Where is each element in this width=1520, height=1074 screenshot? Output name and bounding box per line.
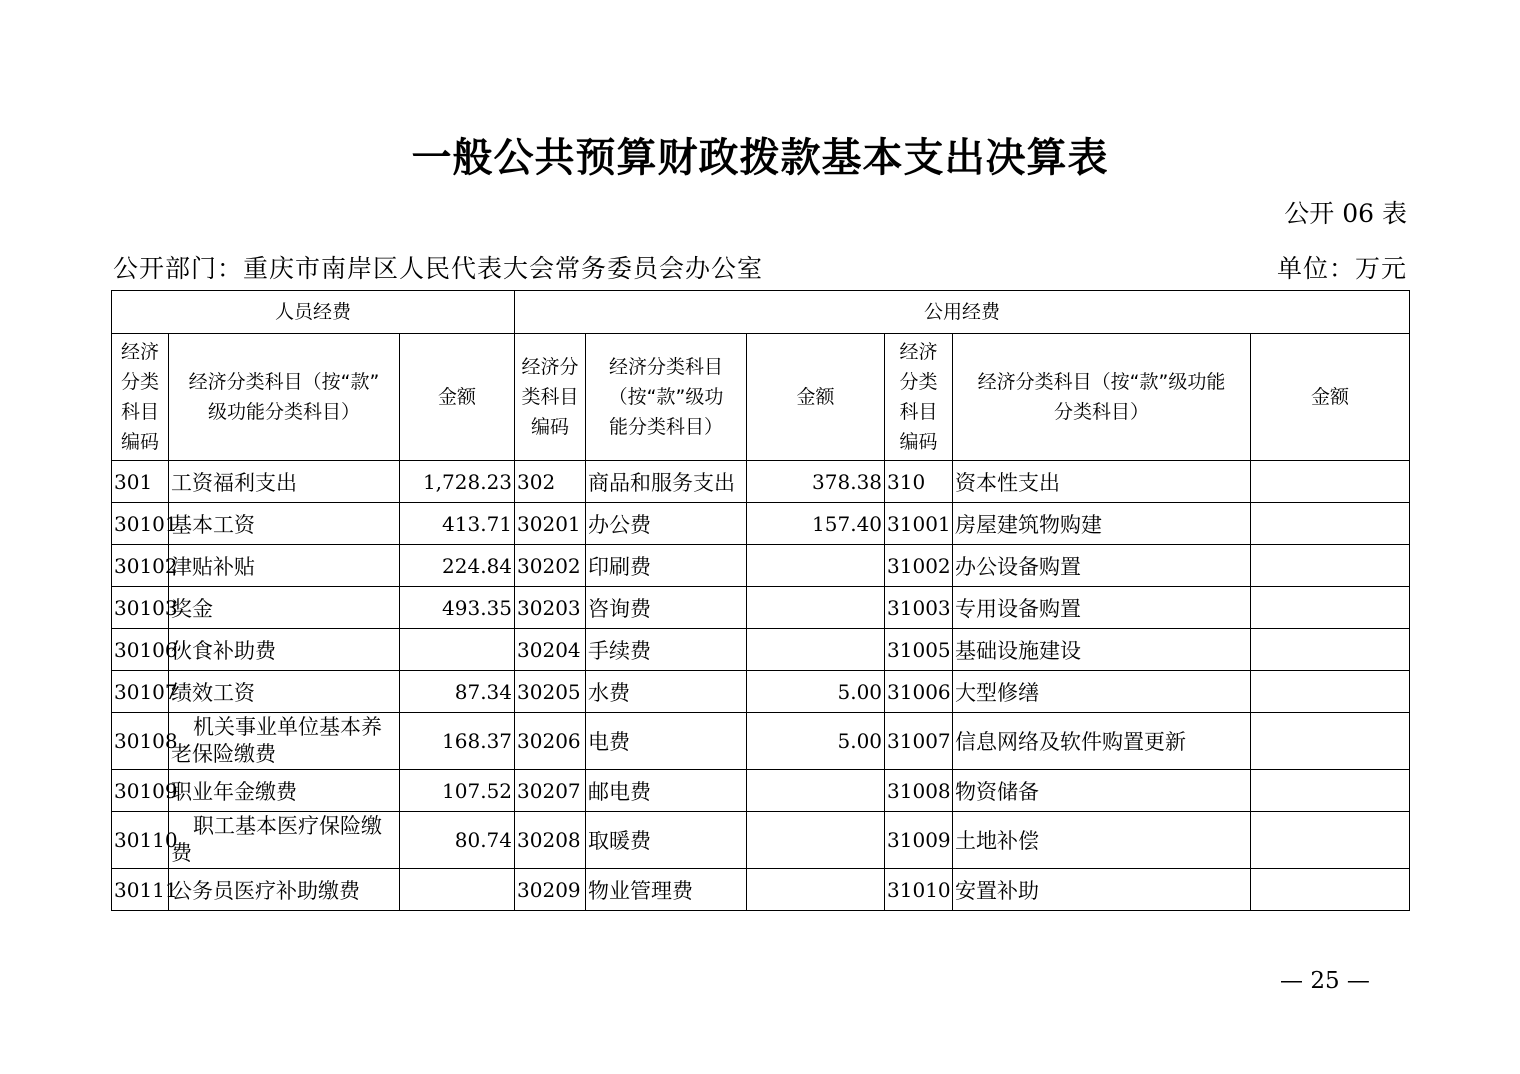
amount-cell: [400, 869, 515, 911]
amount-cell: 1,728.23: [400, 461, 515, 503]
code-cell: 31006: [885, 671, 953, 713]
name-cell: 电费: [586, 713, 747, 770]
name-cell: 专用设备购置: [953, 587, 1251, 629]
code-cell: 30102: [112, 545, 169, 587]
code-cell: 30208: [515, 812, 586, 869]
name-cell: 公务员医疗补助缴费: [169, 869, 400, 911]
col-code-header-2: 经济分 类科目 编码: [515, 334, 586, 461]
amount-cell: [1251, 587, 1410, 629]
department-label: 公开部门：重庆市南岸区人民代表大会常务委员会办公室: [113, 254, 764, 283]
code-cell: 31009: [885, 812, 953, 869]
code-cell: 30204: [515, 629, 586, 671]
col-name-header-1: 经济分类科目（按“款” 级功能分类科目）: [169, 334, 400, 461]
unit-label: 单位：万元: [1276, 254, 1407, 283]
name-cell: 物资储备: [953, 770, 1251, 812]
amount-cell: 168.37: [400, 713, 515, 770]
name-cell: 安置补助: [953, 869, 1251, 911]
amount-cell: 107.52: [400, 770, 515, 812]
name-cell: 房屋建筑物购建: [953, 503, 1251, 545]
name-cell: 职工基本医疗保险缴费: [169, 812, 400, 869]
code-cell: 30202: [515, 545, 586, 587]
col-amount-header-1: 金额: [400, 334, 515, 461]
amount-cell: [1251, 461, 1410, 503]
name-cell: 土地补偿: [953, 812, 1251, 869]
amount-cell: [1251, 812, 1410, 869]
page-title: 一般公共预算财政拨款基本支出决算表: [411, 134, 1109, 181]
table-row: [112, 713, 1410, 770]
code-cell: 30103: [112, 587, 169, 629]
code-cell: 30106: [112, 629, 169, 671]
amount-cell: [1251, 713, 1410, 770]
code-cell: 30109: [112, 770, 169, 812]
amount-cell: 493.35: [400, 587, 515, 629]
code-cell: 30201: [515, 503, 586, 545]
name-cell: 手续费: [586, 629, 747, 671]
amount-cell: [747, 812, 885, 869]
column-header-row: [112, 334, 1410, 461]
table-row: [112, 629, 1410, 671]
amount-cell: 378.38: [747, 461, 885, 503]
amount-cell: [1251, 671, 1410, 713]
col-code-header-3: 经济 分类 科目 编码: [885, 334, 953, 461]
table-row: [112, 770, 1410, 812]
table-row: [112, 869, 1410, 911]
code-cell: 30203: [515, 587, 586, 629]
name-cell: 机关事业单位基本养老保险缴费: [169, 713, 400, 770]
group-public-header: 公用经费: [515, 291, 1410, 334]
amount-cell: 5.00: [747, 671, 885, 713]
name-cell: 邮电费: [586, 770, 747, 812]
amount-cell: 413.71: [400, 503, 515, 545]
name-cell: 伙食补助费: [169, 629, 400, 671]
budget-table: [111, 290, 1410, 911]
col-amount-header-2: 金额: [747, 334, 885, 461]
name-cell: 工资福利支出: [169, 461, 400, 503]
col-name-header-2: 经济分类科目 （按“款”级功 能分类科目）: [586, 334, 747, 461]
name-cell: 取暖费: [586, 812, 747, 869]
code-cell: 31007: [885, 713, 953, 770]
code-cell: 31003: [885, 587, 953, 629]
name-cell: 大型修缮: [953, 671, 1251, 713]
table-row: [112, 503, 1410, 545]
name-cell: 奖金: [169, 587, 400, 629]
amount-cell: [1251, 629, 1410, 671]
code-cell: 30209: [515, 869, 586, 911]
amount-cell: [1251, 869, 1410, 911]
name-cell: 水费: [586, 671, 747, 713]
amount-cell: 224.84: [400, 545, 515, 587]
code-cell: 30205: [515, 671, 586, 713]
code-cell: 302: [515, 461, 586, 503]
amount-cell: 80.74: [400, 812, 515, 869]
code-cell: 30206: [515, 713, 586, 770]
amount-cell: [747, 629, 885, 671]
name-cell: 信息网络及软件购置更新: [953, 713, 1251, 770]
name-cell: 印刷费: [586, 545, 747, 587]
name-cell: 办公设备购置: [953, 545, 1251, 587]
code-cell: 31001: [885, 503, 953, 545]
page-number: — 25 —: [1280, 968, 1370, 994]
table-row: [112, 587, 1410, 629]
amount-cell: [1251, 545, 1410, 587]
code-cell: 30107: [112, 671, 169, 713]
name-cell: 职业年金缴费: [169, 770, 400, 812]
amount-cell: 157.40: [747, 503, 885, 545]
col-code-header-1: 经济 分类 科目 编码: [112, 334, 169, 461]
group-header-row: [112, 291, 1410, 334]
code-cell: 30108: [112, 713, 169, 770]
amount-cell: 5.00: [747, 713, 885, 770]
code-cell: 301: [112, 461, 169, 503]
table-row: [112, 812, 1410, 869]
amount-cell: [400, 629, 515, 671]
amount-cell: [1251, 770, 1410, 812]
name-cell: 津贴补贴: [169, 545, 400, 587]
name-cell: 商品和服务支出: [586, 461, 747, 503]
amount-cell: [1251, 503, 1410, 545]
name-cell: 物业管理费: [586, 869, 747, 911]
amount-cell: 87.34: [400, 671, 515, 713]
col-amount-header-3: 金额: [1251, 334, 1410, 461]
table-row: [112, 545, 1410, 587]
code-cell: 31008: [885, 770, 953, 812]
table-row: [112, 461, 1410, 503]
name-cell: 绩效工资: [169, 671, 400, 713]
col-name-header-3: 经济分类科目（按“款”级功能 分类科目）: [953, 334, 1251, 461]
name-cell: 资本性支出: [953, 461, 1251, 503]
form-number: 公开 06 表: [1284, 199, 1407, 228]
code-cell: 30101: [112, 503, 169, 545]
code-cell: 30207: [515, 770, 586, 812]
name-cell: 基础设施建设: [953, 629, 1251, 671]
amount-cell: [747, 869, 885, 911]
amount-cell: [747, 545, 885, 587]
name-cell: 办公费: [586, 503, 747, 545]
amount-cell: [747, 587, 885, 629]
name-cell: 咨询费: [586, 587, 747, 629]
code-cell: 31005: [885, 629, 953, 671]
code-cell: 31010: [885, 869, 953, 911]
code-cell: 31002: [885, 545, 953, 587]
code-cell: 30111: [112, 869, 169, 911]
name-cell: 基本工资: [169, 503, 400, 545]
code-cell: 30110: [112, 812, 169, 869]
table-row: [112, 671, 1410, 713]
group-personnel-header: 人员经费: [112, 291, 515, 334]
amount-cell: [747, 770, 885, 812]
code-cell: 310: [885, 461, 953, 503]
